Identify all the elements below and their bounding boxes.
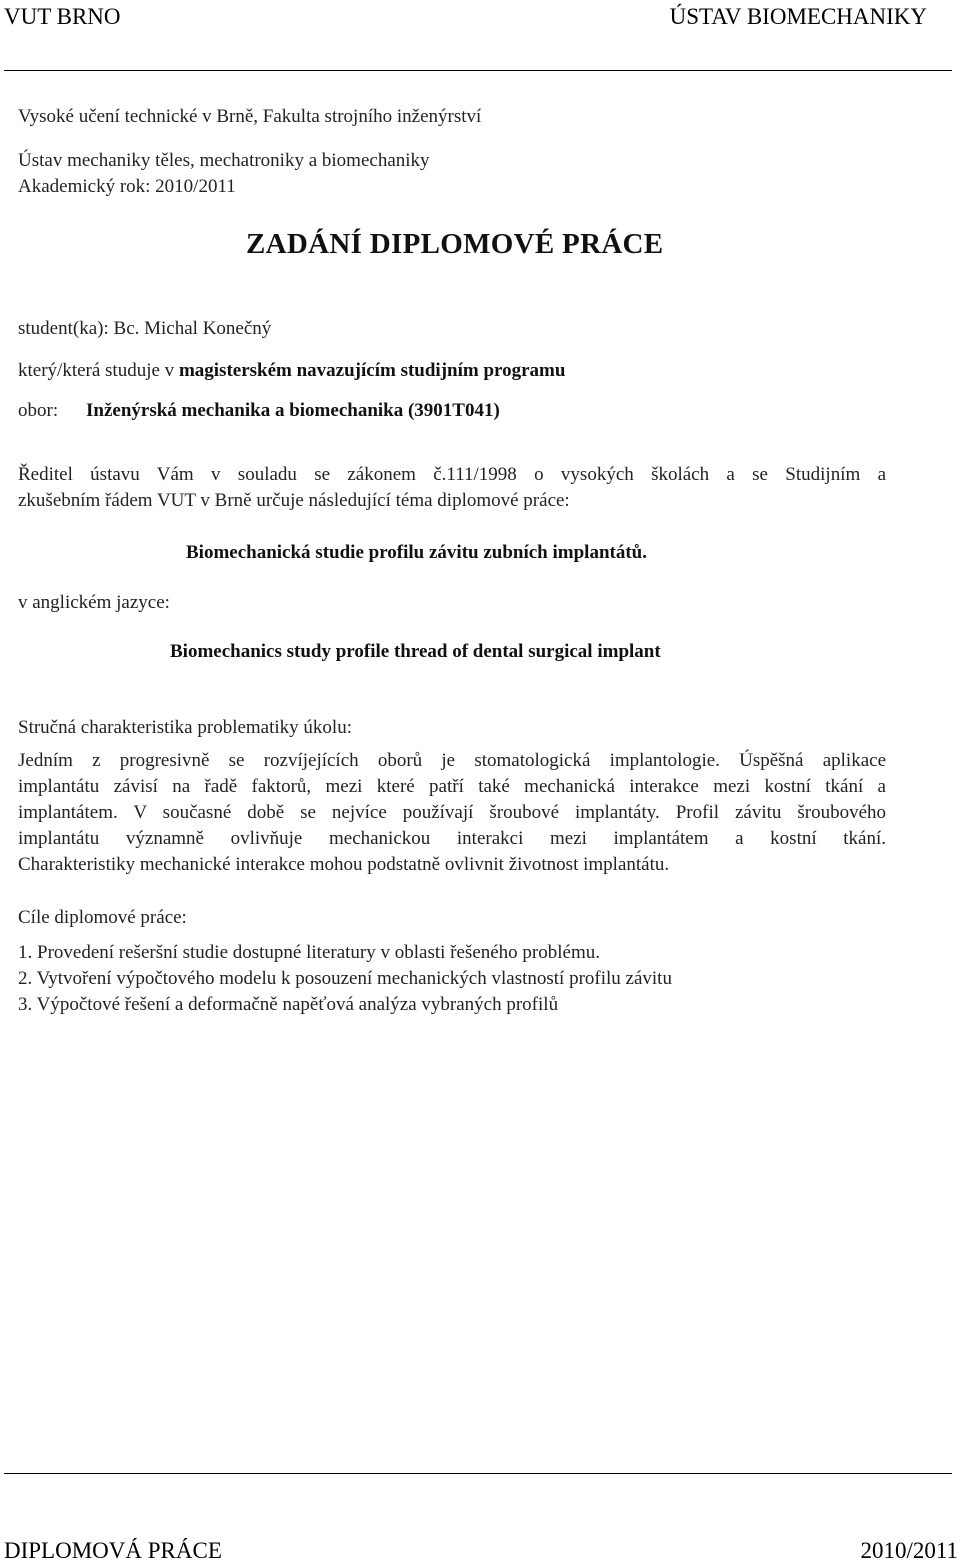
program-line — [18, 360, 565, 382]
characteristics-heading: Stručná charakteristika problematiky úkolu: — [18, 717, 352, 738]
characteristics-line: implantátu závisí na řadě faktorů, mezi které patří také mechanická interakce mezi kostní tkání a — [18, 776, 886, 797]
student-label: student(ka): — [18, 318, 109, 339]
topic-english: Biomechanics study profile thread of dental surgical implant — [170, 641, 661, 662]
institute-line: Ústav mechaniky těles, mechatroniky a biomechaniky — [18, 150, 430, 171]
goal-item: 3. Výpočtové řešení a deformačně napěťová analýza vybraných profilů — [18, 994, 559, 1015]
characteristics-line: Jedním z progresivně se rozvíjejících oborů je stomatologická implantologie. Úspěšná aplikace — [18, 750, 886, 771]
header-institute: ÚSTAV BIOMECHANIKY — [669, 4, 927, 29]
footer-document-type: DIPLOMOVÁ PRÁCE — [4, 1538, 222, 1563]
english-label: v anglickém jazyce: — [18, 592, 170, 613]
topic-czech: Biomechanická studie profilu závitu zubních implantátů. — [186, 542, 647, 563]
university-line: Vysoké učení technické v Brně, Fakulta strojního inženýrství — [18, 106, 482, 127]
goals-heading: Cíle diplomové práce: — [18, 907, 187, 928]
goal-item: 1. Provedení rešeršní studie dostupné literatury v oblasti řešeného problému. — [18, 942, 601, 963]
header-university: VUT BRNO — [4, 4, 121, 29]
program-name: magisterském navazujícím studijním programu — [178, 360, 566, 381]
student-name: Bc. Michal Konečný — [113, 318, 272, 339]
characteristics-line: Charakteristiky mechanické interakce mohou podstatně ovlivnit životnost implantátu. — [18, 854, 670, 875]
document-title: ZADÁNÍ DIPLOMOVÉ PRÁCE — [246, 228, 664, 260]
student-line — [18, 318, 271, 340]
field-label: obor: — [18, 400, 59, 421]
assignment-scan — [0, 92, 960, 1032]
characteristics-line: implantátem. V současné době se nejvíce používají šroubové implantáty. Profil závitu šroubového — [18, 802, 886, 823]
academic-year-line: Akademický rok: 2010/2011 — [18, 176, 236, 197]
director-line-2: zkušebním řádem VUT v Brně určuje následující téma diplomové práce: — [18, 490, 570, 511]
footer-year: 2010/2011 — [860, 1538, 958, 1563]
field-name: Inženýrská mechanika a biomechanika (3901T041) — [86, 400, 500, 421]
header-divider — [4, 70, 952, 71]
goal-item: 2. Vytvoření výpočtového modelu k posouzení mechanických vlastností profilu závitu — [18, 968, 672, 989]
director-line-1: Ředitel ústavu Vám v souladu se zákonem č.111/1998 o vysokých školách a se Studijním a — [18, 464, 886, 485]
footer-divider — [4, 1473, 952, 1474]
program-prefix: který/která studuje v — [18, 360, 175, 381]
characteristics-line: implantátu významně ovlivňuje mechanickou interakci mezi implantátem a kostní tkání. — [18, 828, 886, 849]
